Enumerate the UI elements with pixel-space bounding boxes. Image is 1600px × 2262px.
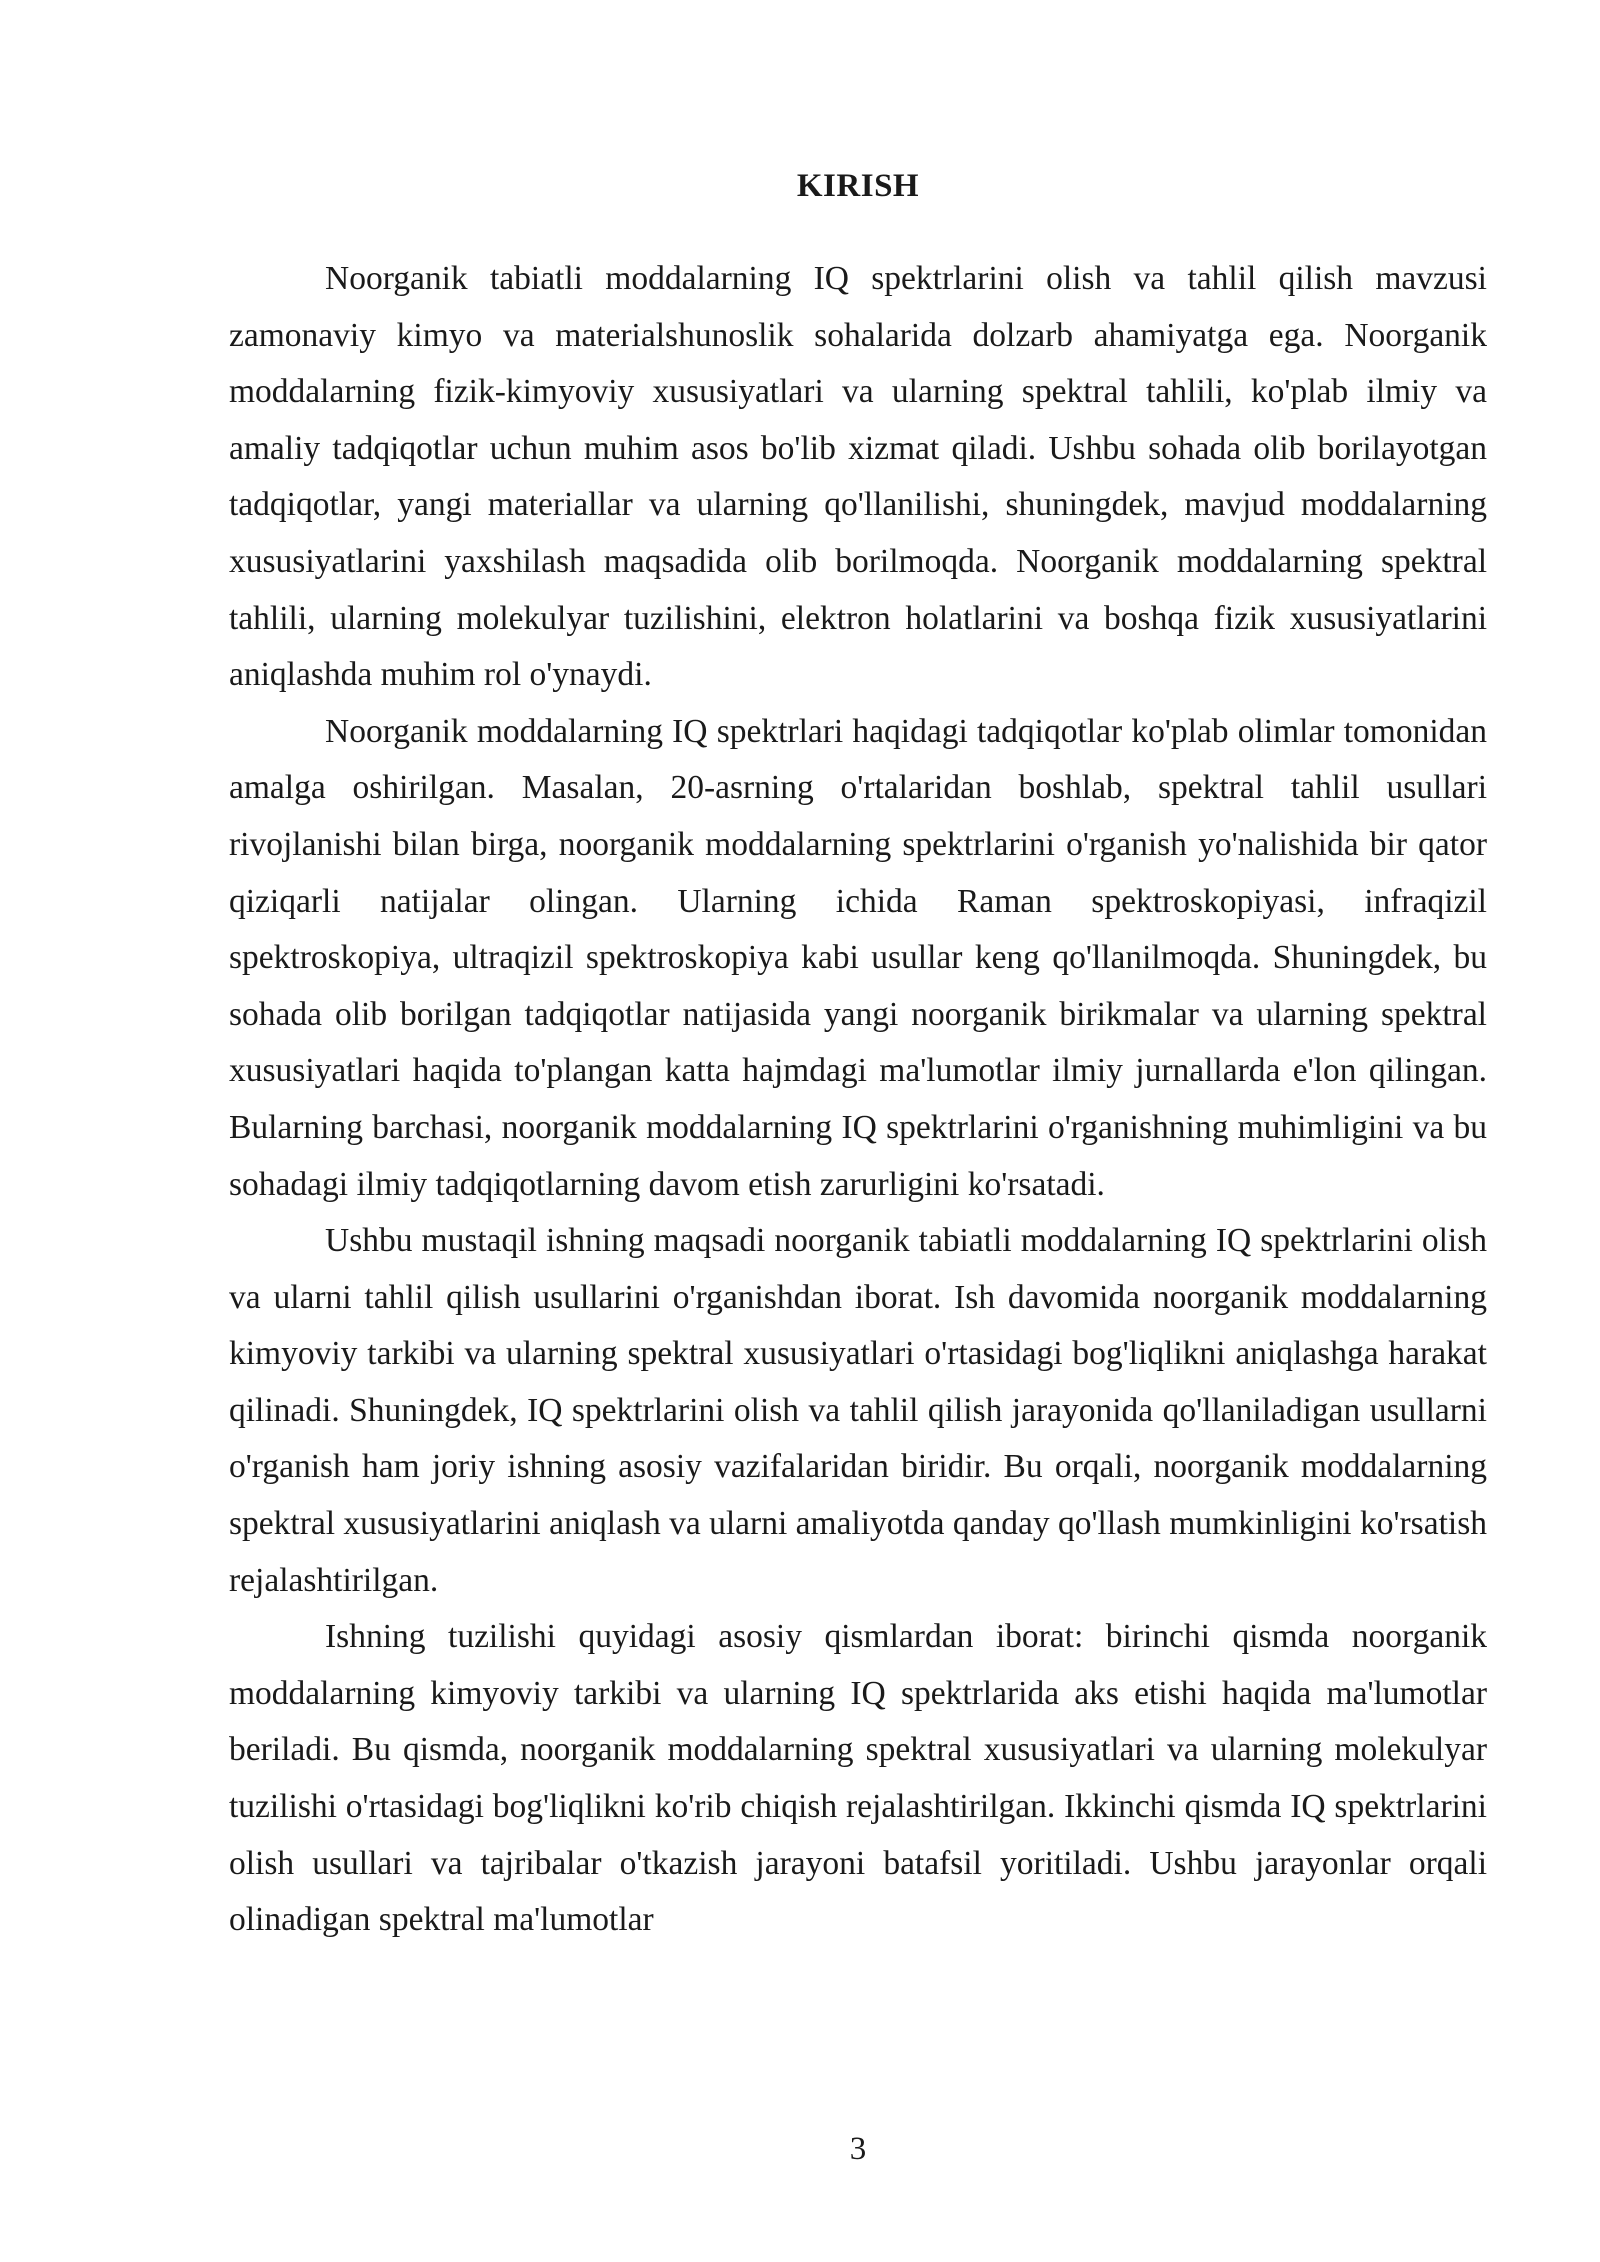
page-title: KIRISH: [796, 168, 920, 204]
paragraph-1: Noorganik tabiatli moddalarning IQ spektrlarini olish va tahlil qilish mavzusi zamonaviy kimyo va materialshunoslik sohalarida dolzarb ahamiyatga ega. Noorganik moddalarning fizik-kimyoviy xususiyatlari va ularning spektral tahlili, ko'plab ilmiy va amaliy tadqiqotlar uchun muhim asos bo'lib xizmat qiladi. Ushbu sohada olib borilayotgan tadqiqotlar, yangi materiallar va ularning qo'llanilishi, shuningdek, mavjud moddalarning xususiyatlarini yaxshilash maqsadida olib borilmoqda. Noorganik moddalarning spektral tahlili, ularning molekulyar tuzilishini, elektron holatlarini va boshqa fizik xususiyatlarini aniqlashda muhim rol o'ynaydi.: [229, 260, 1487, 694]
document-body: [229, 251, 1487, 1949]
paragraph-3: Ushbu mustaqil ishning maqsadi noorganik tabiatli moddalarning IQ spektrlarini olish va ularni tahlil qilish usullarini o'rganishdan iborat. Ish davomida noorganik moddalarning kimyoviy tarkibi va ularning spektral xususiyatlari o'rtasidagi bog'liqlikni aniqlashga harakat qilinadi. Shuningdek, IQ spektrlarini olish va tahlil qilish jarayonida qo'llaniladigan usullarni o'rganish ham joriy ishning asosiy vazifalaridan biridir. Bu orqali, noorganik moddalarning spektral xususiyatlarini aniqlash va ularni amaliyotda qanday qo'llash mumkinligini ko'rsatish rejalashtirilgan.: [229, 1222, 1487, 1599]
paragraph-4: Ishning tuzilishi quyidagi asosiy qismlardan iborat: birinchi qismda noorganik moddalarning kimyoviy tarkibi va ularning IQ spektrlarida aks etishi haqida ma'lumotlar beriladi. Bu qismda, noorganik moddalarning spektral xususiyatlari va ularning molekulyar tuzilishi o'rtasidagi bog'liqlikni ko'rib chiqish rejalashtirilgan. Ikkinchi qismda IQ spektrlarini olish usullari va tajribalar o'tkazish jarayoni batafsil yoritiladi. Ushbu jarayonlar orqali olinadigan spektral ma'lumotlar: [229, 1618, 1487, 1939]
page-number: 3: [849, 2131, 867, 2167]
paragraph-2: Noorganik moddalarning IQ spektrlari haqidagi tadqiqotlar ko'plab olimlar tomonidan amalga oshirilgan. Masalan, 20-asrning o'rtalaridan boshlab, spektral tahlil usullari rivojlanishi bilan birga, noorganik moddalarning spektrlarini o'rganish yo'nalishida bir qator qiziqarli natijalar olingan. Ularning ichida Raman spektroskopiyasi, infraqizil spektroskopiya, ultraqizil spektroskopiya kabi usullar keng qo'llanilmoqda. Shuningdek, bu sohada olib borilgan tadqiqotlar natijasida yangi noorganik birikmalar va ularning spektral xususiyatlari haqida to'plangan katta hajmdagi ma'lumotlar ilmiy jurnallarda e'lon qilingan. Bularning barchasi, noorganik moddalarning IQ spektrlarini o'rganishning muhimligini va bu sohadagi ilmiy tadqiqotlarning davom etish zarurligini ko'rsatadi.: [229, 712, 1487, 1203]
